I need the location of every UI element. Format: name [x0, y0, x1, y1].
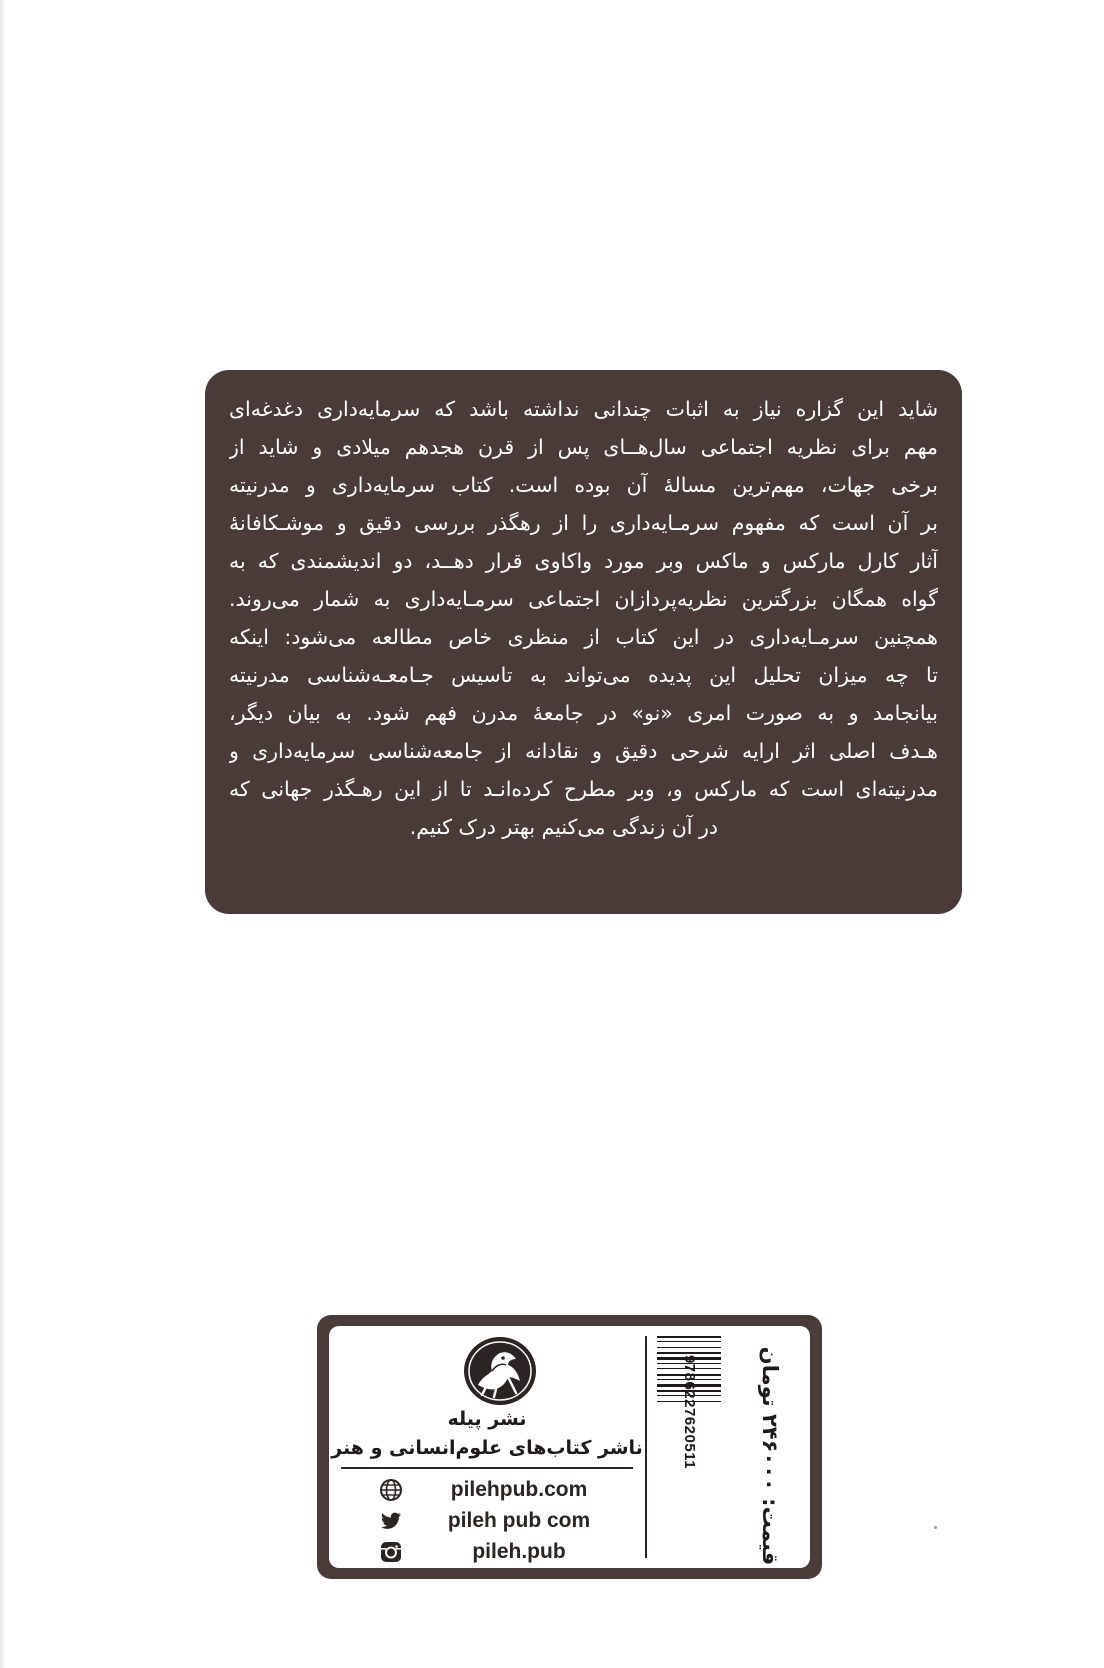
panel-divider: [341, 1467, 633, 1469]
synopsis-line: گواه همگان بزرگترین نظریه‌پردازان اجتماعی سرمـایه‌داری به شمار می‌روند.: [229, 587, 938, 611]
globe-icon: [379, 1478, 403, 1502]
instagram-camera-icon: [379, 1540, 403, 1564]
publisher-section: [329, 1326, 645, 1568]
twitter-handle[interactable]: pileh pub com: [447, 1509, 591, 1532]
publisher-barcode-panel: [317, 1315, 822, 1579]
synopsis-line: مدرنیته‌ای است که مارکس و، وبر مطرح کرده‌انـد تا از این رهـگذر جهانی که: [229, 777, 938, 801]
publisher-name: نشر پیله: [447, 1408, 527, 1430]
synopsis-line-last: در آن زندگی می‌کنیم بهتر درک کنیم.: [409, 815, 718, 839]
website-row[interactable]: [379, 1476, 619, 1504]
twitter-bird-icon: [379, 1509, 403, 1533]
synopsis-line: همچنین سرمـایه‌داری در این کتاب از منظری خاص مطالعه می‌شود: اینکه: [229, 625, 938, 649]
synopsis-line: هـدف اصلی اثر ارایه شرحی دقیق و نقادانه از جامعه‌شناسی سرمایه‌داری و: [229, 739, 938, 763]
synopsis-line: بیانجامد و به صورت امری «نو» در جامعهٔ مدرن فهم شود. به بیان دیگر،: [229, 701, 938, 725]
twitter-row[interactable]: [379, 1507, 619, 1535]
barcode-divider: [645, 1336, 647, 1558]
isbn-digits: 9786227620511: [681, 1354, 698, 1470]
synopsis-box: [205, 370, 962, 914]
synopsis-line: بر آن است که مفهوم سرمـایه‌داری را از رهگذر بررسی دقیق و موشـکافانهٔ: [229, 511, 938, 535]
synopsis-line: تا چه میزان تحلیل این پدیده می‌تواند به تاسیس جـامعـه‌شناسی مدرنیته: [229, 663, 938, 687]
synopsis-line: شاید این گزاره نیاز به اثبات چندانی نداشته باشد که سرمایه‌داری دغدغه‌ای: [229, 397, 938, 421]
instagram-handle[interactable]: pileh.pub: [472, 1540, 566, 1563]
book-spine-edge: [0, 0, 6, 1668]
synopsis-line: مهم برای نظریه اجتماعی سال‌هــای پس از قرن هجدهم میلادی و شاید از: [229, 435, 938, 459]
synopsis-line: آثار کارل مارکس و ماکس وبر مورد واکاوی قرار دهــد، دو اندیشمندی که به: [229, 549, 938, 573]
publisher-barcode-inner: [329, 1326, 810, 1568]
price-text: قیمت: ۲۴۶۰۰۰ تومان: [758, 1346, 782, 1566]
paper-speck: [934, 1526, 937, 1529]
horse-emblem-icon: [462, 1335, 538, 1407]
synopsis-line: برخی جهات، مهم‌ترین مسالهٔ آن بوده است. کتاب سرمایه‌داری و مدرنیته: [229, 473, 938, 497]
instagram-row[interactable]: [379, 1538, 619, 1566]
barcode-section: [645, 1326, 810, 1568]
website-link[interactable]: pilehpub.com: [450, 1478, 588, 1501]
publisher-tagline: ناشر کتاب‌های علوم‌انسانی و هنر: [331, 1437, 643, 1459]
